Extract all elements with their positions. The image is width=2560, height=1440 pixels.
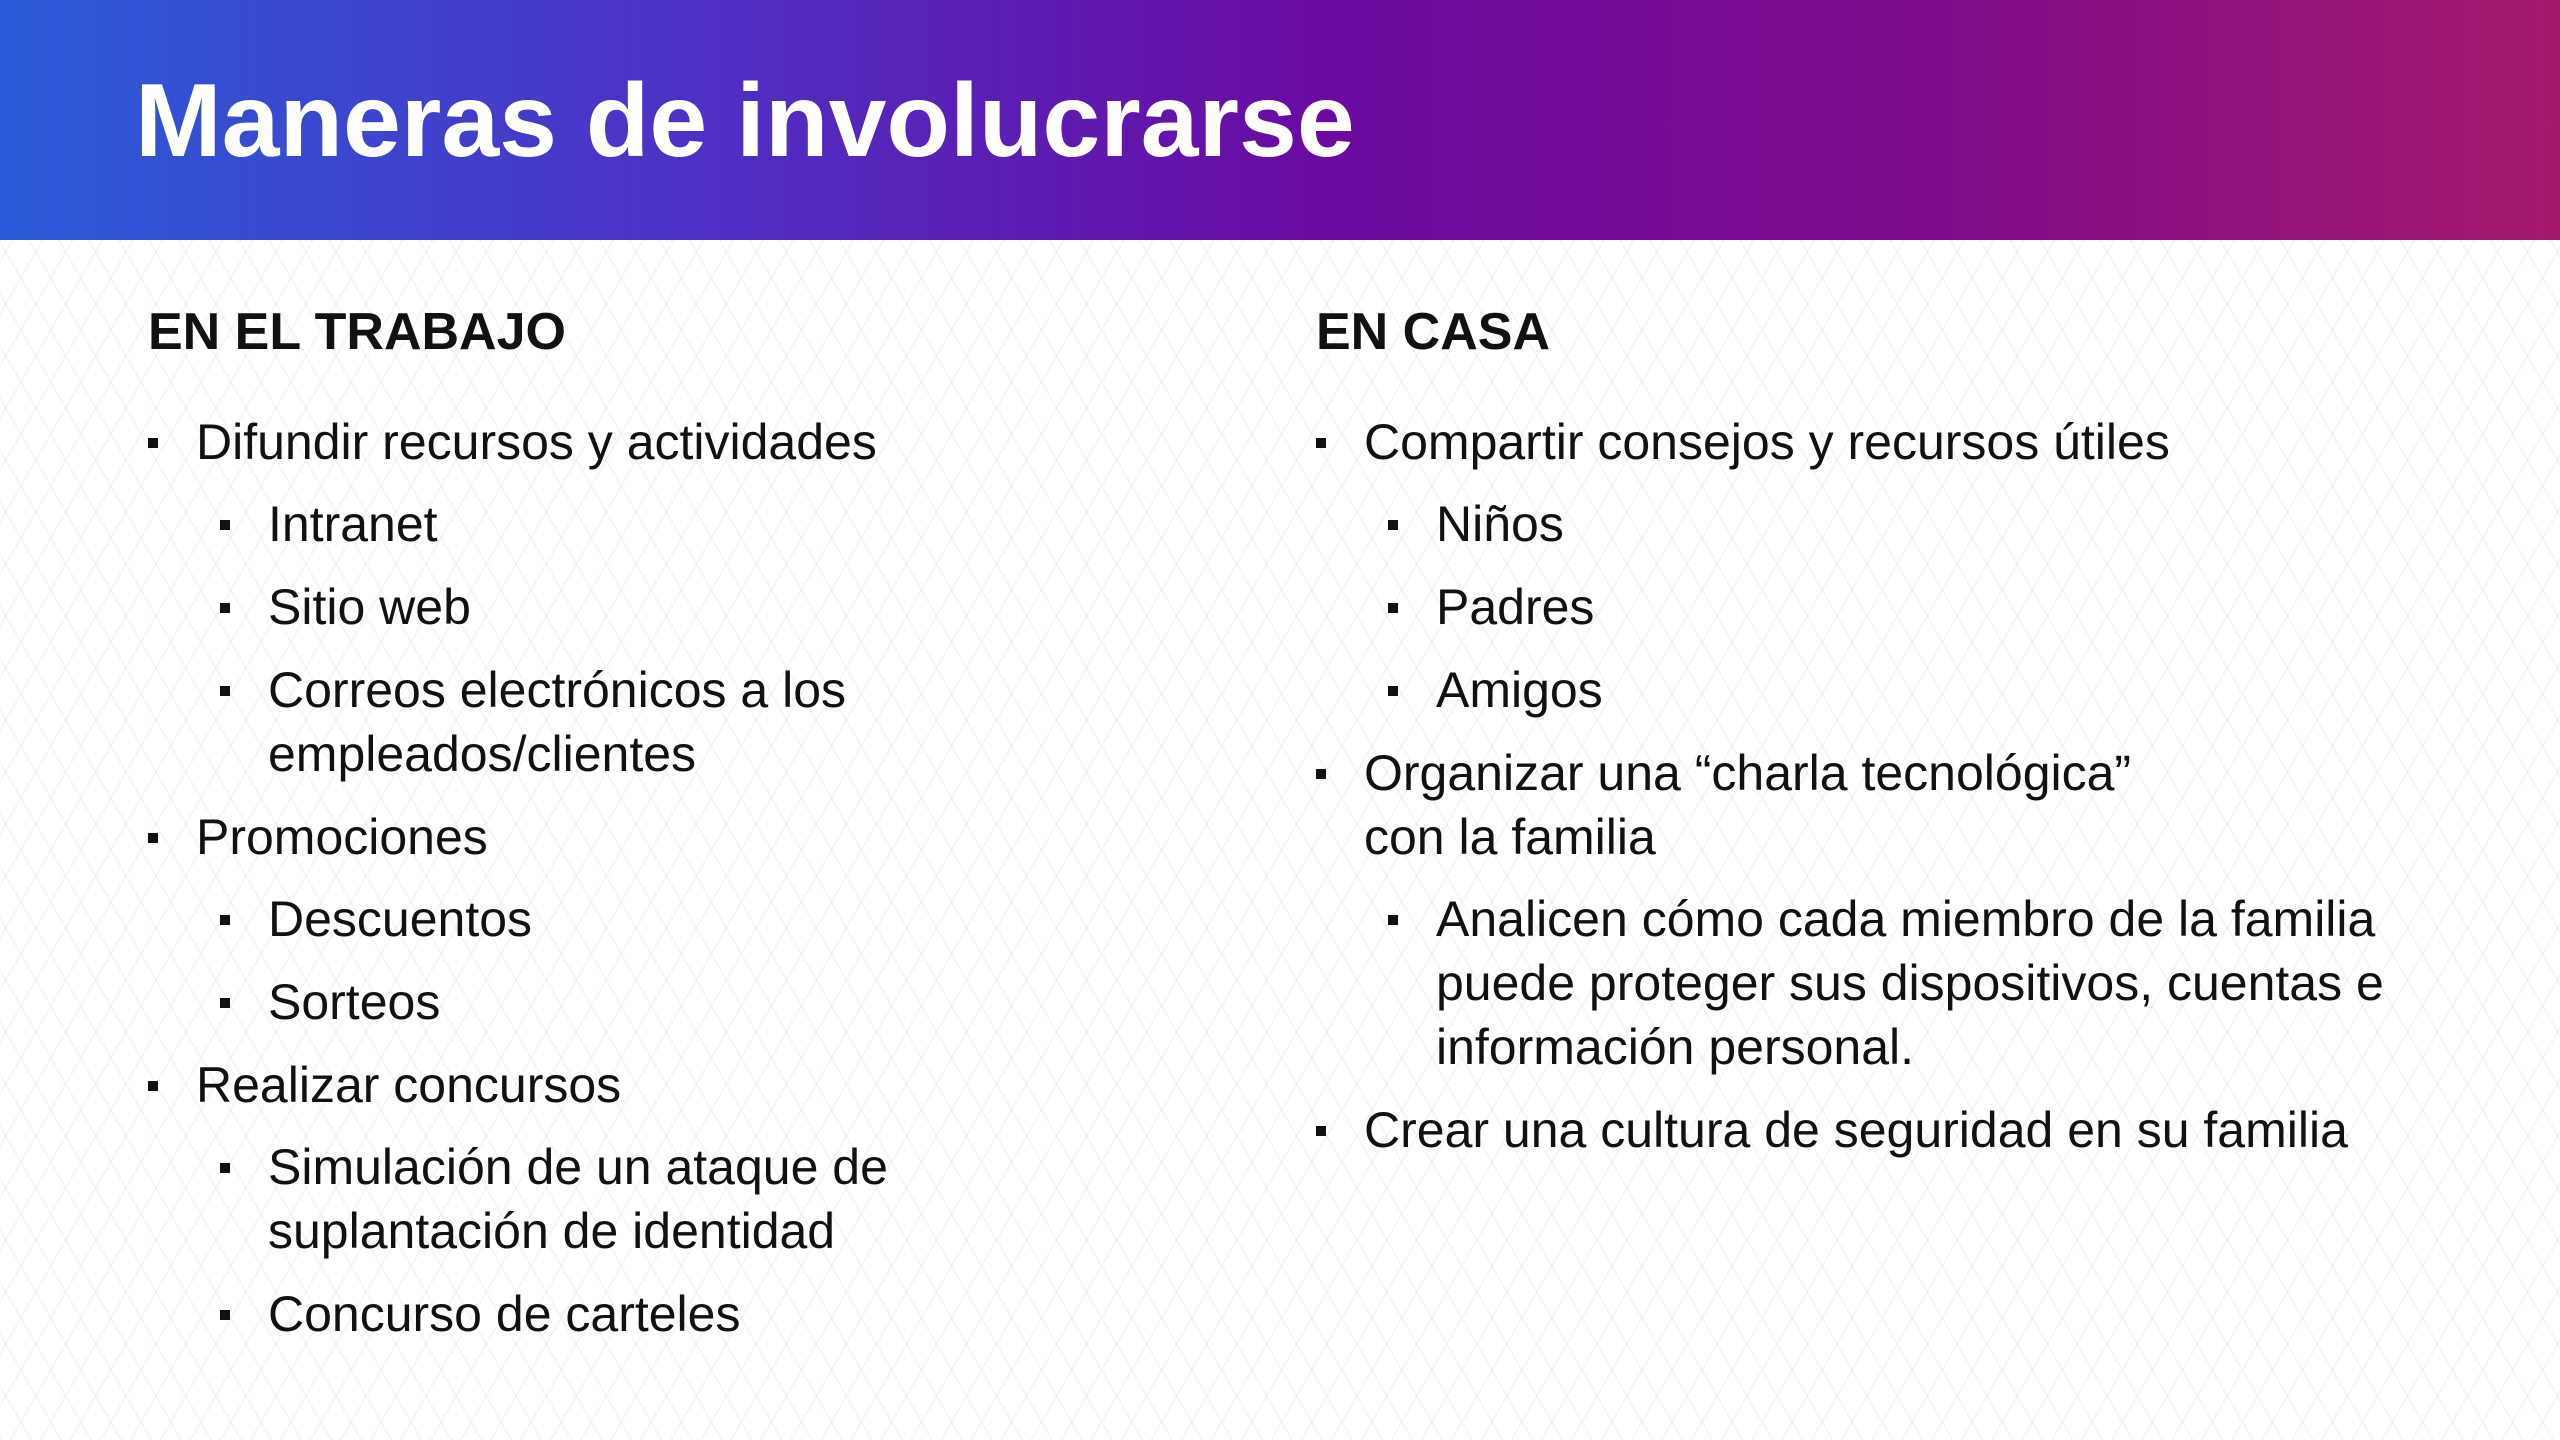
sub-list-item-label: Sorteos	[268, 974, 441, 1030]
bullet-icon	[220, 1163, 230, 1173]
list-item-label: Realizar concursos	[196, 1057, 622, 1113]
bullet-icon	[148, 1081, 158, 1091]
sub-list-item-label: Concurso de carteles	[268, 1286, 741, 1342]
sub-list-item	[1316, 492, 2436, 556]
list-item-label: Difundir recursos y actividades	[196, 414, 877, 470]
work-list	[148, 410, 1268, 1346]
home-heading: EN CASA	[1316, 303, 1551, 361]
bullet-icon	[220, 686, 230, 696]
sub-list-item-label: Niños	[1436, 496, 1564, 552]
bullet-icon	[1316, 769, 1326, 779]
bullet-icon	[220, 1310, 230, 1320]
home-column	[1316, 300, 2436, 1180]
slide-title: Maneras de involucrarse	[135, 63, 1355, 179]
list-item-label: Compartir consejos y recursos útiles	[1364, 414, 2170, 470]
sub-list-item-label: Sitio web	[268, 579, 471, 635]
bullet-icon	[1388, 520, 1398, 530]
list-item	[1316, 1098, 2504, 1162]
sub-list-item-label: Descuentos	[268, 891, 533, 947]
sub-list-item	[148, 492, 1268, 556]
sub-list-item	[148, 1282, 1268, 1346]
sub-list-item-label: Amigos	[1436, 662, 1603, 718]
sub-list-item	[148, 1135, 1068, 1263]
bullet-icon	[220, 998, 230, 1008]
list-item-label: Crear una cultura de seguridad en su familia	[1364, 1102, 2348, 1158]
title-banner	[0, 0, 2560, 240]
bullet-icon	[148, 438, 158, 448]
bullet-icon	[1388, 686, 1398, 696]
home-list	[1316, 410, 2436, 1162]
sub-list-item-label: Padres	[1436, 579, 1595, 635]
list-item	[1316, 410, 2436, 474]
sub-list-item-label: Simulación de un ataque de suplantación de identidad	[268, 1139, 888, 1259]
bullet-icon	[1316, 1126, 1326, 1136]
list-item	[1316, 741, 2224, 869]
sub-list-item	[1316, 575, 2436, 639]
sub-list-item-label: Intranet	[268, 496, 438, 552]
sub-list-item	[148, 575, 1268, 639]
sub-list-item	[148, 658, 1028, 786]
bullet-icon	[220, 520, 230, 530]
work-heading: EN EL TRABAJO	[148, 303, 566, 361]
list-item-label: Promociones	[196, 809, 488, 865]
sub-list-item-label: Analicen cómo cada miembro de la familia puede proteger sus dispositivos, cuentas e información personal.	[1436, 891, 2384, 1075]
bullet-icon	[1388, 603, 1398, 613]
list-item-label: Organizar una “charla tecnológica” con la familia	[1364, 745, 2132, 865]
bullet-icon	[148, 833, 158, 843]
bullet-icon	[220, 603, 230, 613]
bullet-icon	[1316, 438, 1326, 448]
sub-list-item	[148, 970, 1268, 1034]
list-item	[148, 805, 1268, 869]
sub-list-item	[1316, 658, 2436, 722]
sub-list-item	[148, 887, 1268, 951]
sub-list-item-label: Correos electrónicos a los empleados/clientes	[268, 662, 847, 782]
sub-list-item	[1316, 887, 2496, 1079]
work-column	[148, 300, 1268, 1365]
list-item	[148, 1053, 1268, 1117]
bullet-icon	[220, 915, 230, 925]
bullet-icon	[1388, 915, 1398, 925]
list-item	[148, 410, 1268, 474]
